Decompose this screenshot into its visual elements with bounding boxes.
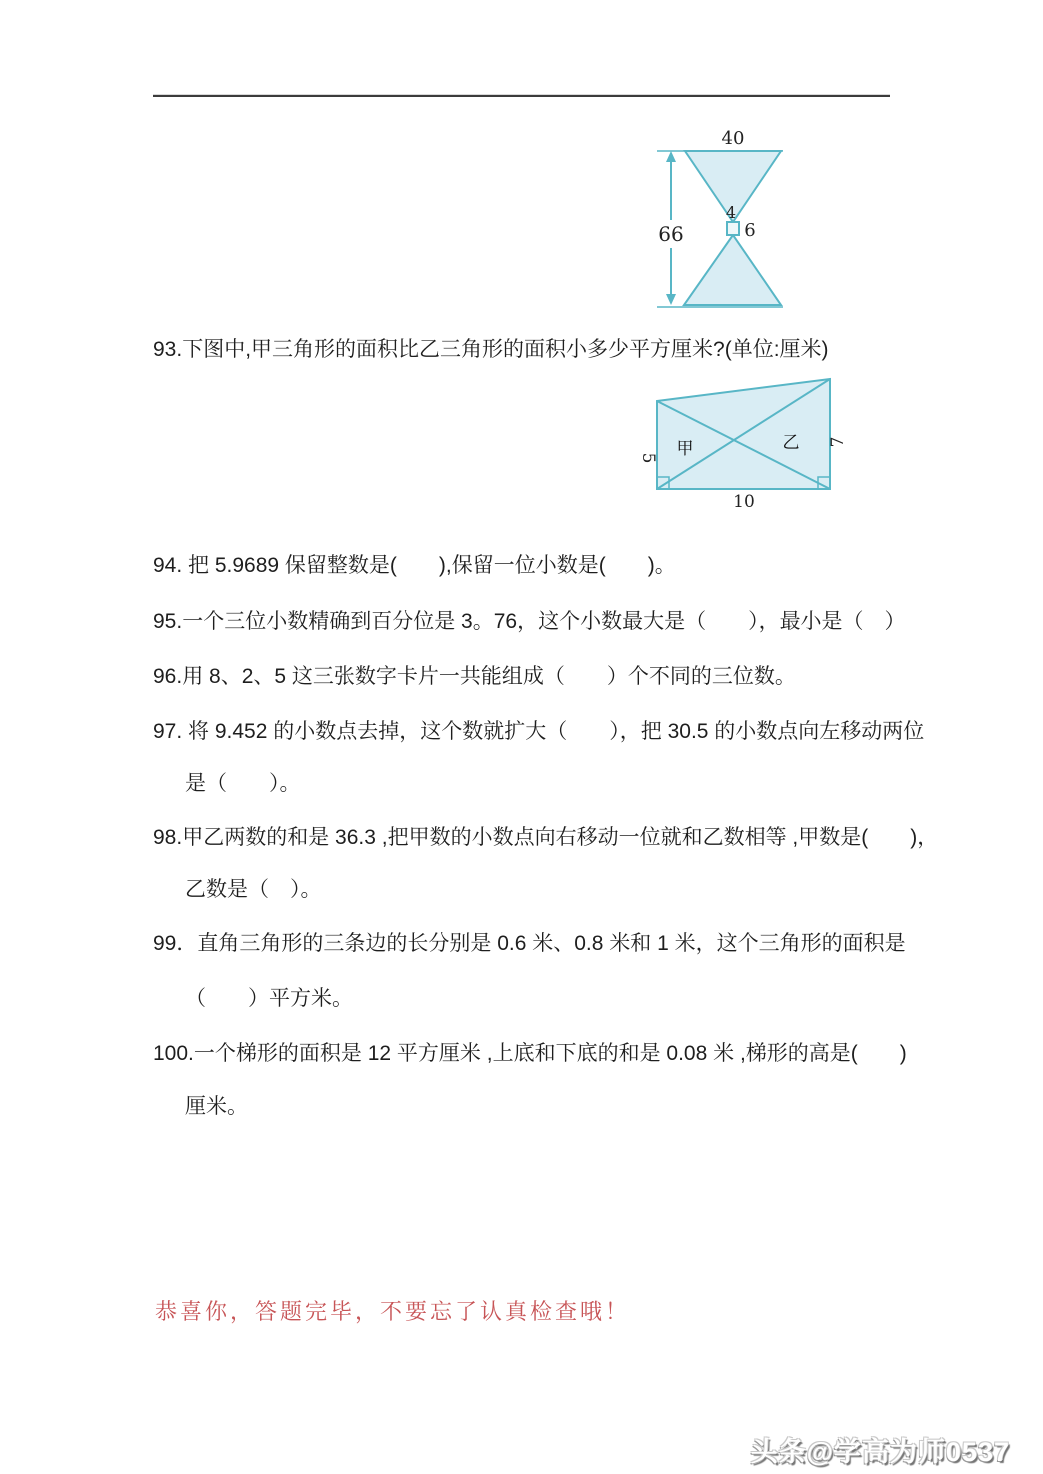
base-label: 10 xyxy=(733,492,755,512)
right-height-label: 7 xyxy=(828,436,848,448)
square-right-label: 6 xyxy=(744,220,756,241)
left-height-label: 5 xyxy=(638,452,658,464)
hourglass-figure-svg xyxy=(620,128,840,328)
square-top-label: 4 xyxy=(725,203,737,222)
yi-label: 乙 xyxy=(782,433,800,452)
jia-yi-triangles-figure xyxy=(628,372,858,512)
arrowhead-down-icon xyxy=(666,294,676,305)
hourglass-base-label: 40 xyxy=(721,128,745,149)
hourglass-figure xyxy=(620,128,840,328)
question-98-line2: 乙数是（ ）。 xyxy=(185,878,322,901)
question-94: 94. 把 5.9689 保留整数是( ),保留一位小数是( )。 xyxy=(153,554,676,577)
top-divider xyxy=(153,94,890,97)
hourglass-height-label: 66 xyxy=(658,222,684,246)
question-99-line1: 99．直角三角形的三条边的长分别是 0.6 米、0.8 米和 1 米，这个三角形的面积是 xyxy=(153,932,906,955)
middle-square xyxy=(727,222,739,235)
toutiao-watermark: 头条@学高为师0537 xyxy=(750,1437,1010,1467)
question-95: 95.一个三位小数精确到百分位是 3。76，这个小数最大是（ ），最小是（ ） xyxy=(153,610,906,633)
congrats-message: 恭喜你，答题完毕，不要忘了认真检查哦！ xyxy=(155,1300,631,1325)
question-96: 96.用 8、2、5 这三张数字卡片一共能组成（ ）个不同的三位数。 xyxy=(153,665,796,688)
question-98-line1: 98.甲乙两数的和是 36.3 ,把甲数的小数点向右移动一位就和乙数相等 ,甲数是( )， xyxy=(153,826,939,849)
bottom-triangle xyxy=(684,235,781,305)
question-97-line1: 97. 将 9.452 的小数点去掉，这个数就扩大（ ），把 30.5 的小数点向左移动两位 xyxy=(153,720,925,743)
question-99-line2: （ ）平方米。 xyxy=(185,987,353,1010)
jia-yi-figure-svg xyxy=(628,372,858,512)
jia-label: 甲 xyxy=(676,439,694,458)
arrowhead-up-icon xyxy=(666,151,676,162)
question-100-line1: 100.一个梯形的面积是 12 平方厘米 ,上底和下底的和是 0.08 米 ,梯形的高是( ) xyxy=(153,1042,907,1065)
question-100-line2: 厘米。 xyxy=(185,1095,248,1118)
question-93: 93.下图中,甲三角形的面积比乙三角形的面积小多少平方厘米?(单位:厘米) xyxy=(153,338,829,361)
question-97-line2: 是（ ）。 xyxy=(185,772,301,795)
